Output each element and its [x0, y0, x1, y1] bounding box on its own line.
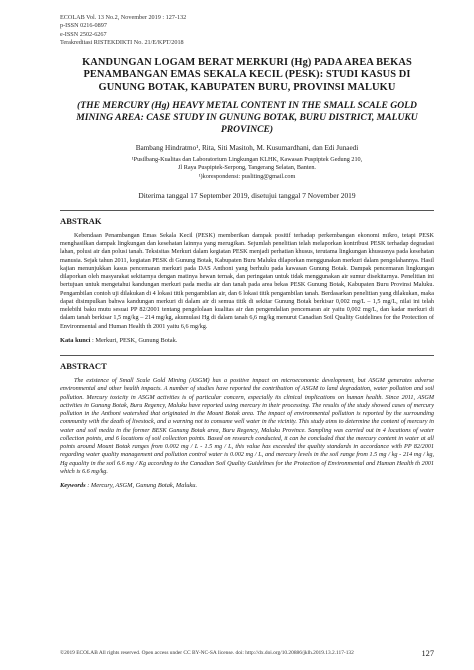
abstract-keywords — [60, 482, 434, 490]
journal-accreditation: Terakreditasi RISTEKDIKTI No. 21/E/KPT/2018 — [60, 39, 184, 47]
abstrak-section — [60, 216, 434, 345]
correspondence-email[interactable]: ¹)korespondensi: pusliting@gmail.com — [198, 172, 296, 180]
affiliation-line-2: Jl Raya Puspiptek-Serpong, Tangerang Selatan, Banten. — [178, 164, 316, 172]
page-number: 127 — [421, 649, 434, 658]
abstract-keywords-label: Keywords — [60, 482, 86, 490]
submission-dates: Diterima tanggal 17 September 2019, disetujui tanggal 7 November 2019 — [138, 190, 356, 200]
journal-eissn: e-ISSN 2502-6267 — [60, 30, 107, 38]
journal-meta — [60, 14, 434, 48]
abstract-body: The existence of Small Scale Gold Mining (ASGM) has a positive impact on microeconomic development, but ASGM generates adverse environmental and other health impacts. A number of studies have reported the contribution of ASGM to land degradation, water pollution and soil pollution. Mercury toxicity in ASGM activities is of particular concern, especially its clinical implications on human health. Since 2011, ASGM activities in Gunung Botak, Buru Regency, Maluku have reported using mercury in their processing. The results of the study showed cases of mercury pollution in the Anthoni watershed that originated in the Mount Botak area. The impact of environmental pollution is reported by the surrounding community with the death of livestock, and a warning not to consume well water in the vicinity. This study aims to determine the content of mercury in water and soil media in the former BESK Gunung Botak area, Buru Regency, Maluku Province. Sampling was carried out in 4 locations of water collection points, and 6 locations of soil collection points. Based on research conducted, it can be concluded that the mercury content in water at all points around Mount Botak ranges from 0.002 mg / L - 1.5 mg / L, this value has exceeded the quality standards in accordance with PP 82/2001 regarding water quality management and pollution control water is 0.002 mg / L, and mercury levels in the soil range from 1.5 mg / kg - 214 mg / kg, Hg equality in the soil 6.6 mg / Kg according to the Canadian Soil Quality Guidelines for the Protection of Environmental and Human Health th 2001 which is 6.6 mg/kg. — [60, 377, 434, 475]
section-divider — [60, 210, 434, 211]
abstrak-keywords-label: Kata kunci — [60, 336, 91, 344]
affiliation — [60, 156, 434, 181]
abstract-heading: ABSTRACT — [60, 361, 107, 372]
abstrak-keywords — [60, 337, 434, 345]
affiliation-line-1: ¹Pusilbang-Kualitas dan Laboratorium Lingkungan KLHK, Kawasan Puspiptek Gedung 210, — [131, 156, 363, 164]
license-notice: ©2019 ECOLAB All rights reserved. Open access under CC BY-NC-SA license. doi: http://dx.doi.org/10.20886/jklh.2019.13.2.117-132 — [60, 650, 354, 656]
abstrak-body: Kebendaan Penambangan Emas Sekala Kecil (PESK) memberikan dampak positif terhadap perkembangan ekonomi mikro, tetapi PESK menghasilkan dampak lingkungan dan kesehatan lainnya yang merugikan. Sejumlah penelitian telah melaporkan kontribusi PESK terhadap degradasi lahan, polusi air dan polusi tanah. Teksisitas Merkuri dalam kegiatan PESK menjadi perhatian khusus, terutama lingkungan khususnya pada kesehatan manusia. Sejak tahun 2011, kegiatan PESK di Gunung Botak, Kabupaten Buru Maluku dilaporkan menggunakan merkuri dalam pengolahannya. Hasil kajian menunjukkan kasus pencemaran merkuri pada DAS Anthoni yang berhulu pada kawasan Gunung Botak. Dampak pencemaran lingkungan dilaporkan oleh masyarakat sekitarnya dengan matinya hewan ternak, dan peringatan untuk tidak menggunakan air sumur disekitarnya. Penelitian ini bertujuan untuk mengetahui kandungan merkuri pada media air dan tanah pada area bekas PESK Gunung Botak, Kabupaten Buru Provinsi Maluku. Pengambilan contoh uji dilakukan di 4 lokasi titik pengambilan air, dan 6 lokasi titik pengambilan tanah. Berdasarkan penelitian yang dilakukan, maka dapat disimpulkan bahwa kandungan merkuri di dalam air di semua titik di sekitar Gunung Botak berkisar 0,002 mg/L – 1,5 mg/L, nilai ini telah melebihi baku mutu sesuai PP 82/2001 tentang pengelolaan kualitas air dan pengendalian pencemaran air yaitu 0,002 mg/L, dan kadar merkuri di dalam tanah berkisar 1,5 mg/kg – 214 mg/kg, akumulasi Hg di dalam tanah 6,6 mg/kg menurut Canadian Soil Quality Guidelines for the Protection of Environmental and Human Health th 2001 yaitu 6,6 mg/kg. — [60, 231, 434, 330]
section-divider — [60, 355, 434, 356]
author-list: Bambang Hindratmo¹, Rita, Siti Masitoh, M. Kusumardhani, dan Edi Junaedi — [135, 144, 359, 153]
journal-pissn: p-ISSN 0216-0897 — [60, 22, 107, 30]
paper-title-indonesian: KANDUNGAN LOGAM BERAT MERKURI (Hg) PADA AREA BEKAS PENAMBANGAN EMAS SEKALA KECIL (PESK): STUDI KASUS DI GUNUNG BOTAK, KABUPATEN BURU, PROVINSI MALUKU — [82, 56, 412, 93]
abstract-keywords-list: : Mercury, ASGM, Gunung Botak, Maluku. — [87, 482, 198, 490]
abstrak-heading: ABSTRAK — [60, 215, 102, 226]
abstract-section — [60, 361, 434, 490]
paper-title-english: (THE MERCURY (Hg) HEAVY METAL CONTENT IN THE SMALL SCALE GOLD MINING AREA: CASE STUDY IN GUNUNG BOTAK, BURU DISTRICT, MALUKU PROVINCE) — [76, 100, 418, 135]
journal-volume: ECOLAB Vol. 13 No.2, November 2019 : 127-132 — [60, 14, 187, 21]
abstrak-keywords-list: : Merkuri, PESK, Gunung Botak. — [91, 336, 178, 344]
page-footer — [60, 650, 434, 657]
